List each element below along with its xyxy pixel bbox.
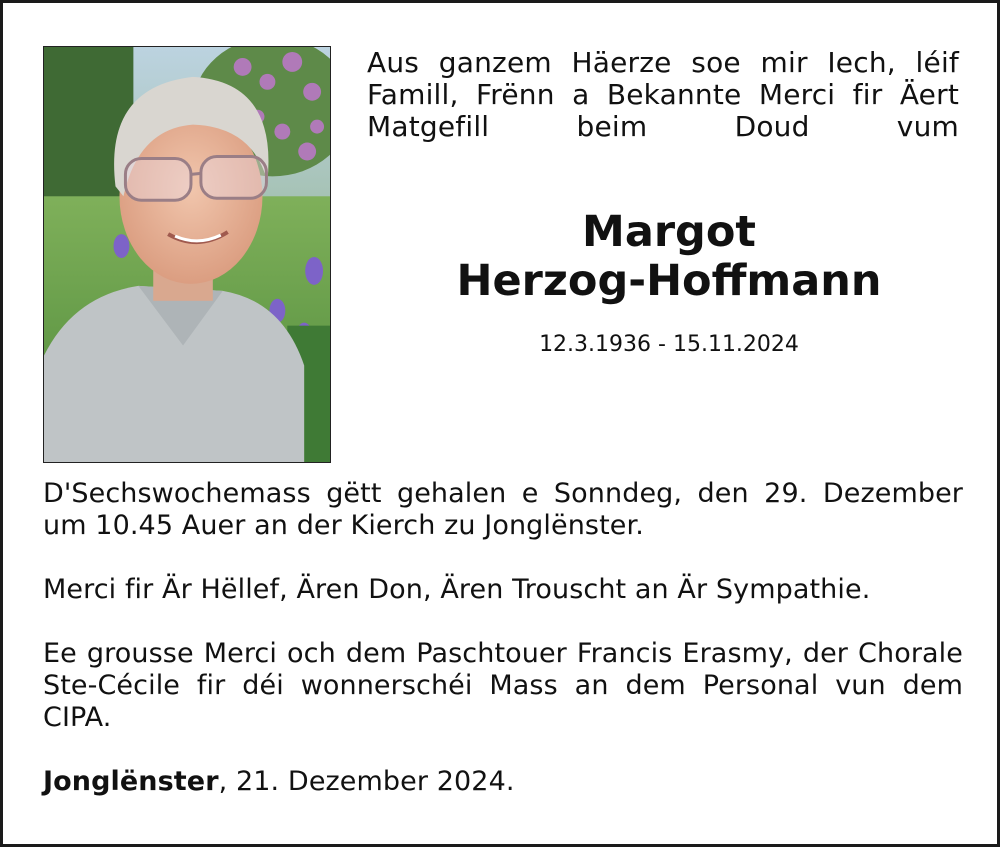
mass-paragraph: D'Sechswochemass gëtt gehalen e Sonndeg, den 29. Dezember um 10.45 Auer an der Kierch zu Jonglënster.: [43, 478, 963, 541]
portrait-image: [44, 47, 330, 462]
name-last: Herzog-Hoffmann: [456, 256, 882, 306]
thanks-paragraph: Merci fir Är Hëllef, Ären Don, Ären Trouscht an Är Sympathie.: [43, 574, 871, 605]
closing-line: [43, 766, 963, 798]
deceased-name: [367, 208, 971, 306]
name-first: Margot: [582, 207, 756, 257]
closing-date: , 21. Dezember 2024.: [218, 766, 515, 797]
life-dates: 12.3.1936 - 15.11.2024: [539, 332, 799, 357]
portrait-photo: [43, 46, 331, 463]
intro-text: Aus ganzem Häerze soe mir Iech, léif Famill, Frënn a Bekannte Merci fir Äert Matgefill beim Doud vum: [367, 46, 959, 143]
special-thanks-paragraph: Ee grousse Merci och dem Paschtouer Francis Erasmy, der Chorale Ste-Cécile fir déi wonnerschéi Mass an dem Personal vun dem CIPA.: [43, 638, 963, 733]
closing-place: Jonglënster: [43, 766, 219, 797]
